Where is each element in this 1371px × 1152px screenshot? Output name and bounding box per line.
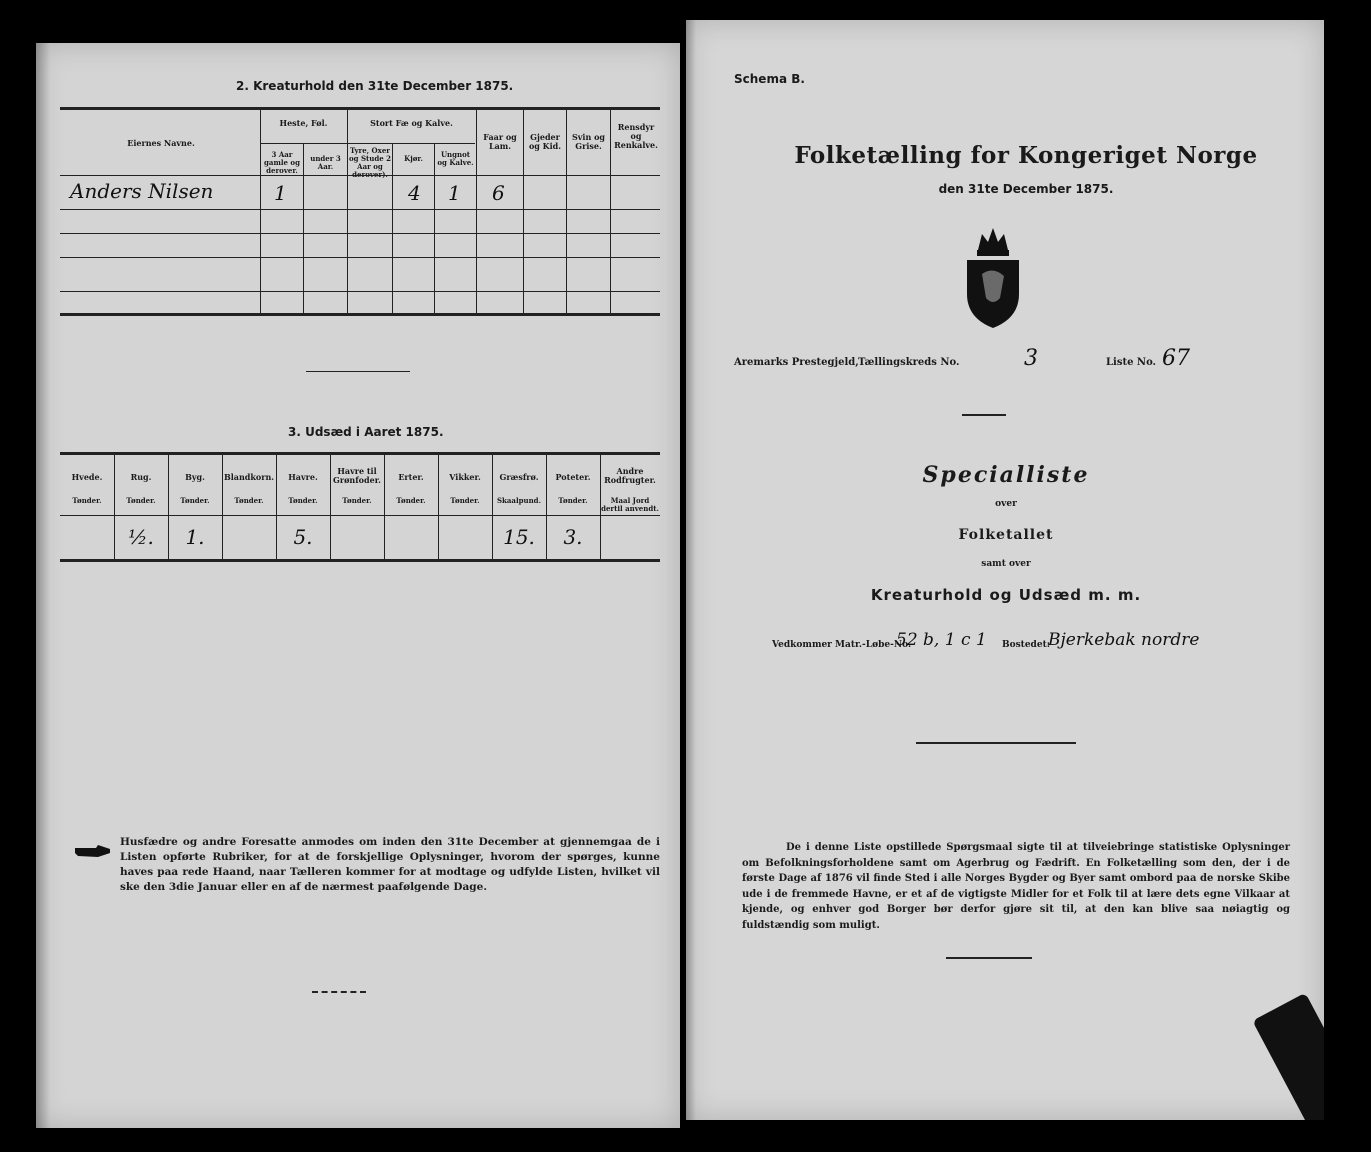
matr-value: 52 b, 1 c 1 bbox=[896, 630, 987, 650]
col-divider bbox=[260, 107, 261, 315]
header-tyre: Tyre, Oxer og Stude 2 Aar og derover). bbox=[348, 146, 392, 179]
col-divider bbox=[392, 143, 393, 315]
sec3-col-header: Græsfrø. bbox=[499, 472, 539, 482]
end-rule bbox=[946, 957, 1032, 959]
right-page bbox=[686, 20, 1324, 1120]
parish-label: Aremarks Prestegjeld, bbox=[734, 357, 859, 368]
district-label: Tællingskreds No. bbox=[858, 357, 960, 368]
end-ornament bbox=[312, 991, 366, 993]
district-number: 3 bbox=[1024, 346, 1038, 371]
sec3-col-unit: Tønder. bbox=[180, 496, 210, 505]
header-heste-young: under 3 Aar. bbox=[310, 154, 341, 171]
sec3-col-unit: Tønder. bbox=[126, 496, 156, 505]
section3-title: 3. Udsæd i Aaret 1875. bbox=[288, 425, 444, 439]
section2-title: 2. Kreaturhold den 31te December 1875. bbox=[236, 79, 514, 93]
table-subheader-rule bbox=[260, 143, 475, 144]
sec3-col-unit: Tønder. bbox=[342, 496, 372, 505]
sec3-col-unit: Tønder. bbox=[396, 496, 426, 505]
faar-value: 6 bbox=[492, 181, 505, 205]
divider bbox=[916, 742, 1076, 744]
sec3-header-rule bbox=[60, 515, 660, 516]
col-divider bbox=[347, 107, 348, 315]
sec3-col-unit: Tønder. bbox=[288, 496, 318, 505]
sec3-col-header: Erter. bbox=[398, 472, 424, 482]
list-number: 67 bbox=[1162, 346, 1190, 371]
sec3-col-unit: Tønder. bbox=[450, 496, 480, 505]
header-kjor: Kjør. bbox=[404, 154, 423, 163]
bosted-label: Bostedet: bbox=[1002, 640, 1051, 650]
schema-label: Schema B. bbox=[734, 72, 805, 86]
page-edge-shadow bbox=[686, 20, 696, 1120]
header-heste-old: 3 Aar gamle og derover. bbox=[264, 150, 300, 175]
matr-label: Vedkommer Matr.-Løbe-No. bbox=[772, 640, 912, 650]
table-row-rule bbox=[60, 291, 660, 292]
samt-over-label: samt over bbox=[981, 559, 1031, 569]
left-page bbox=[36, 43, 680, 1128]
notice-text: Husfædre og andre Foresatte anmodes om inden den 31te December at gjennemgaa de i Listen opførte Rubriker, for at de forskjellige Oplysninger, hvorom der spørges, kunne haves paa rede Haand, naar Tælleren kommer for at modtage og udfylde Listen, hvilket vil ske den 3die Januar eller en af de nærmest paafølgende Dage. bbox=[120, 836, 660, 893]
sec3-value: 1. bbox=[185, 525, 205, 549]
sec3-top-rule bbox=[60, 452, 660, 455]
kjor-value: 4 bbox=[408, 181, 421, 205]
sec3-value: ½. bbox=[128, 525, 154, 549]
header-gjeder: Gjeder og Kid. bbox=[528, 132, 562, 151]
table-row-rule bbox=[60, 257, 660, 258]
header-svin: Svin og Grise. bbox=[572, 132, 605, 151]
table-row-rule bbox=[60, 233, 660, 234]
col-divider bbox=[434, 143, 435, 315]
sec3-col-header: Vikker. bbox=[449, 472, 481, 482]
sec3-value: 5. bbox=[293, 525, 313, 549]
sec3-col-divider bbox=[384, 452, 385, 561]
sec3-col-header: Havre. bbox=[288, 472, 318, 482]
sec3-col-unit: Tønder. bbox=[72, 496, 102, 505]
sec3-col-header: Hvede. bbox=[71, 472, 103, 482]
sec3-col-header: Poteter. bbox=[555, 472, 591, 482]
divider bbox=[962, 414, 1006, 416]
instructions-paragraph: De i denne Liste opstillede Spørgsmaal sigte til at tilveiebringe statistiske Oplysninger om Befolkningsforholdene samt om Agerbrug og Fædrift. En Folketælling som den, der i de første Dage af 1876 vil finde Sted i alle Norges Bygder og Byer samt ombord paa de norske Skibe ude i de fremmede Havne, er et af de vigtigste Midler for et Folk til at lære dets egne Vilkaar at kjende, og enhver god Borger bør derfor gjøre sit til, at den kan blive saa nøiagtig og fuldstændig som muligt. bbox=[742, 842, 1290, 931]
sec3-col-header: Andre Rodfrugter. bbox=[604, 466, 656, 485]
list-label: Liste No. bbox=[1106, 357, 1157, 368]
kreaturhold-heading: Kreaturhold og Udsæd m. m. bbox=[870, 586, 1142, 604]
header-rensdyr: Rensdyr og Renkalve. bbox=[614, 122, 658, 150]
sec3-col-unit: Tønder. bbox=[558, 496, 588, 505]
sec3-col-header: Rug. bbox=[130, 472, 152, 482]
heste-value: 1 bbox=[274, 181, 287, 205]
header-owner-name: Eiernes Navne. bbox=[127, 138, 195, 148]
sec3-value: 3. bbox=[563, 525, 583, 549]
sec3-col-header: Blandkorn. bbox=[223, 472, 275, 482]
header-faar: Faar og Lam. bbox=[483, 132, 517, 151]
main-subtitle: den 31te December 1875. bbox=[938, 182, 1114, 196]
table-bottom-rule bbox=[60, 313, 660, 316]
sec3-col-divider bbox=[222, 452, 223, 561]
owner-name-value: Anders Nilsen bbox=[70, 179, 214, 203]
over-label: over bbox=[995, 499, 1017, 509]
header-stort-fae: Stort Fæ og Kalve. bbox=[370, 118, 453, 128]
ungnot-value: 1 bbox=[448, 181, 461, 205]
sec3-col-unit: Maal Jord dertil anvendt. bbox=[601, 496, 659, 513]
coat-of-arms-icon bbox=[964, 224, 1022, 334]
specialliste-heading: Specialliste bbox=[922, 462, 1090, 488]
clip-shadow bbox=[1252, 993, 1324, 1120]
folketallet-heading: Folketallet bbox=[958, 527, 1054, 543]
header-ungnot: Ungnot og Kalve. bbox=[437, 150, 474, 167]
pointing-hand-icon bbox=[74, 843, 112, 863]
header-heste: Heste, Føl. bbox=[279, 118, 328, 128]
section-divider bbox=[306, 371, 410, 372]
sec3-col-unit: Tønder. bbox=[234, 496, 264, 505]
main-title: Folketælling for Kongeriget Norge bbox=[794, 142, 1258, 169]
sec3-col-divider bbox=[438, 452, 439, 561]
sec3-col-header: Byg. bbox=[185, 472, 205, 482]
sec3-value: 15. bbox=[503, 525, 535, 549]
sec3-col-header: Havre til Grønfoder. bbox=[333, 466, 381, 485]
table-top-rule bbox=[60, 107, 660, 110]
bosted-value: Bjerkebak nordre bbox=[1048, 630, 1200, 650]
page-edge-shadow bbox=[36, 43, 50, 1128]
sec3-bottom-rule bbox=[60, 559, 660, 562]
table-row-rule bbox=[60, 209, 660, 210]
sec3-col-unit: Skaalpund. bbox=[496, 496, 542, 505]
